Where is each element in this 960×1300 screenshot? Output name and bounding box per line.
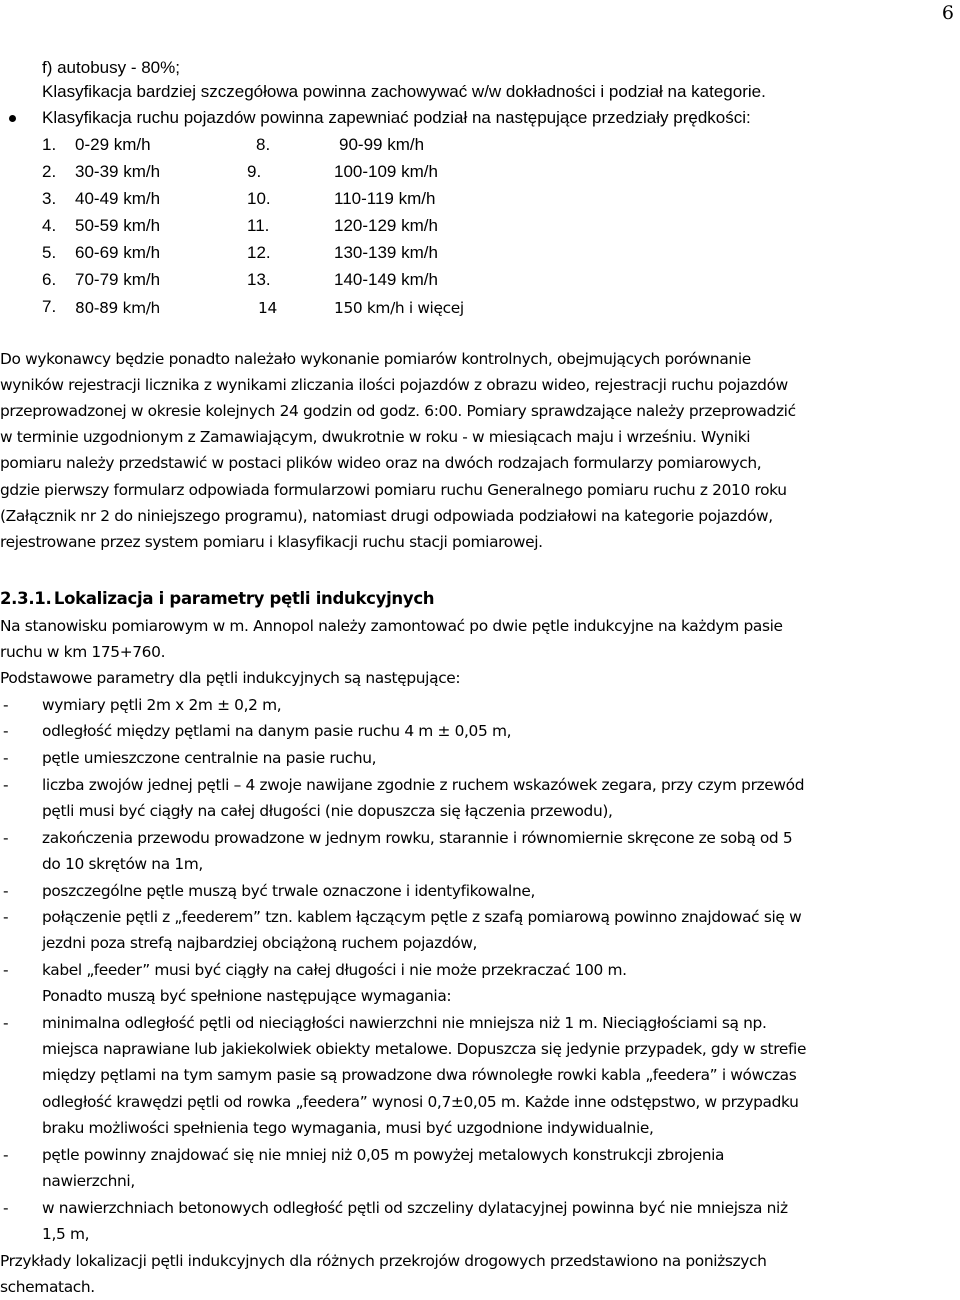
bullet-icon — [9, 115, 16, 122]
section-heading — [0, 589, 434, 608]
classification-note: Klasyfikacja bardziej szczegółowa powinna zachowywać w/w dokładności i podział na kategorie. — [42, 82, 766, 101]
section-number: 2.3.1. — [0, 589, 52, 608]
list-item-f: f) autobusy - 80%; — [42, 58, 180, 77]
page-number: 6 — [941, 2, 954, 24]
requirements-intro: Ponadto muszą być spełnione następujące wymagania: — [42, 987, 452, 1005]
section-title: Lokalizacja i parametry pętli indukcyjnych — [53, 589, 435, 608]
bullet-text: Klasyfikacja ruchu pojazdów powinna zapewniać podział na następujące przedziały prędkości: — [42, 108, 751, 127]
